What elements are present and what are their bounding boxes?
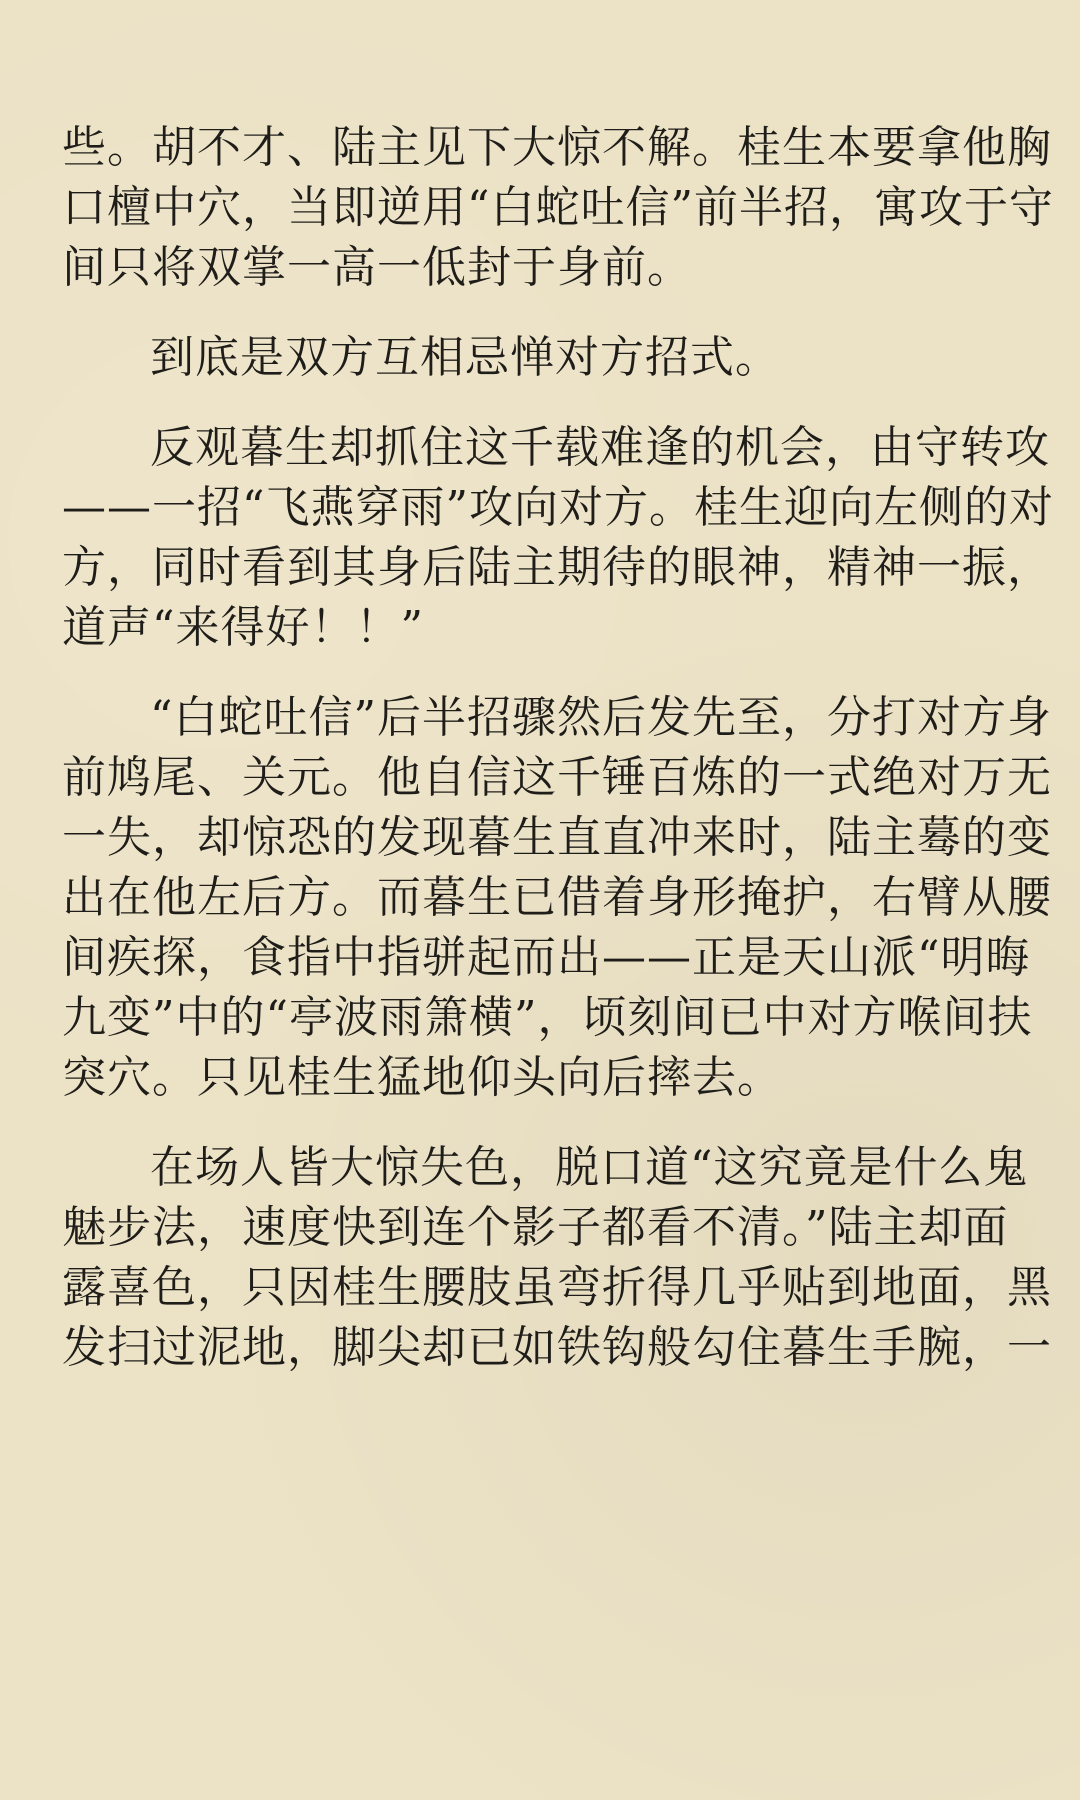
- text-line: 方，同时看到其身后陆主期待的眼神，精神一振，: [62, 542, 1052, 593]
- text-line: 间只将双掌一高一低封于身前。: [62, 242, 692, 293]
- text-line: “白蛇吐信”后半招骤然后发先至，分打对方身: [150, 692, 1052, 743]
- text-line: 一失，却惊恐的发现暮生直直冲来时，陆主蓦的变: [62, 812, 1052, 863]
- text-line: 道声“来得好！！”: [62, 602, 424, 653]
- text-line: 突穴。只见桂生猛地仰头向后摔去。: [62, 1052, 782, 1103]
- text-line: ——一招“飞燕穿雨”攻向对方。桂生迎向左侧的对: [62, 482, 1054, 533]
- text-line: 反观暮生却抓住这千载难逢的机会，由守转攻: [150, 422, 1050, 473]
- text-line: 露喜色，只因桂生腰肢虽弯折得几乎贴到地面，黑: [62, 1262, 1052, 1313]
- text-line: 些。胡不才、陆主见下大惊不解。桂生本要拿他胸: [62, 122, 1052, 173]
- paragraph-2: [62, 328, 1022, 388]
- text-line: 间疾探，食指中指骈起而出——正是天山派“明晦: [62, 932, 1031, 983]
- paragraph-5: [62, 1138, 1052, 1378]
- text-line: 发扫过泥地，脚尖却已如铁钩般勾住暮生手腕，一: [62, 1322, 1052, 1373]
- paragraph-4: [62, 688, 1052, 1108]
- text-line: 到底是双方互相忌惮对方招式。: [150, 332, 780, 383]
- text-line: 魅步法，速度快到连个影子都看不清。”陆主却面: [62, 1202, 1009, 1253]
- text-line: 在场人皆大惊失色，脱口道“这究竟是什么鬼: [150, 1142, 1029, 1193]
- text-line: 口檀中穴，当即逆用“白蛇吐信”前半招，寓攻于守: [62, 182, 1054, 233]
- text-line: 前鸠尾、关元。他自信这千锤百炼的一式绝对万无: [62, 752, 1052, 803]
- paragraph-1: [62, 118, 1054, 298]
- text-line: 九变”中的“亭波雨箫横”，顷刻间已中对方喉间扶: [62, 992, 1033, 1043]
- reader-page[interactable]: [62, 118, 1054, 1408]
- paragraph-3: [62, 418, 1054, 658]
- text-line: 出在他左后方。而暮生已借着身形掩护，右臂从腰: [62, 872, 1052, 923]
